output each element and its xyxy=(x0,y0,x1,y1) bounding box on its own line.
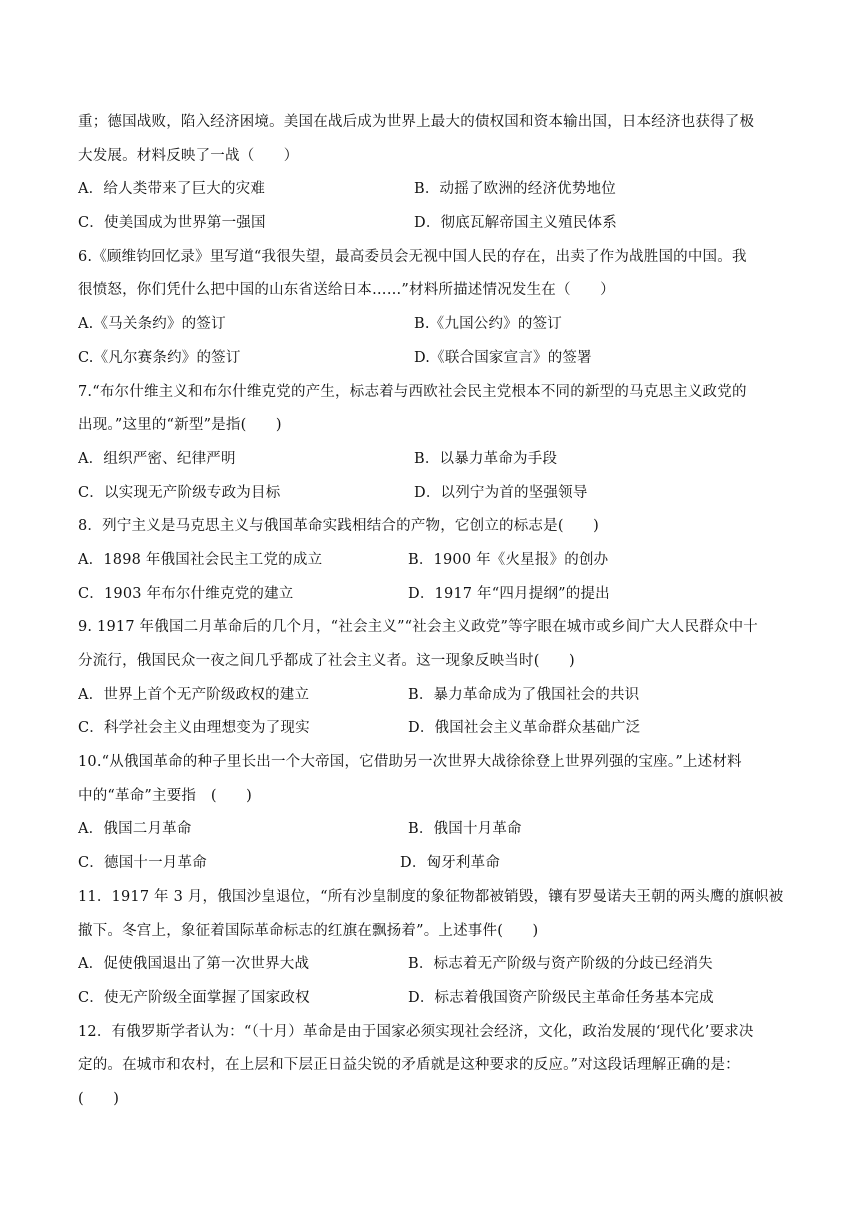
question-12 xyxy=(78,1016,784,1117)
option-row xyxy=(78,342,784,376)
option-d: D．彻底瓦解帝国主义殖民体系 xyxy=(414,215,617,232)
option-row xyxy=(78,982,784,1016)
option-c: C．1903 年布尔什维克党的建立 xyxy=(78,585,294,602)
option-c: C．科学社会主义由理想变为了现实 xyxy=(78,720,310,737)
document-page xyxy=(78,106,784,1117)
option-a: A．给人类带来了巨大的灾难 xyxy=(78,181,266,198)
option-row xyxy=(78,443,784,477)
question-10 xyxy=(78,746,784,881)
question-stem: 分流行，俄国民众一夜之间几乎都成了社会主义者。这一现象反映当时( ) xyxy=(78,653,575,669)
option-a: A．组织严密、纪律严明 xyxy=(78,450,236,467)
option-row xyxy=(78,847,784,881)
question-stem: 中的“革命”主要指 ( ) xyxy=(78,787,252,804)
option-row xyxy=(78,477,784,511)
option-d: D．俄国社会主义革命群众基础广泛 xyxy=(408,720,641,737)
question-stem: 撤下。冬宫上，象征着国际革命标志的红旗在飘扬着”。上述事件( ) xyxy=(78,922,539,939)
option-row xyxy=(78,308,784,342)
option-a: A．俄国二月革命 xyxy=(78,821,192,838)
question-stem: 很愤怒，你们凭什么把中国的山东省送给日本……”材料所描述情况发生在（ ） xyxy=(78,282,615,299)
option-b: B．以暴力革命为手段 xyxy=(414,450,558,467)
question-stem: 10.“从俄国革命的种子里长出一个大帝国，它借助另一次世界大战徐徐登上世界列强的宝座。”上述材料 xyxy=(78,754,742,771)
option-c: C．使美国成为世界第一强国 xyxy=(78,215,266,232)
question-stem: 7.“布尔什维主义和布尔什维克党的产生，标志着与西欧社会民主党根本不同的新型的马克思主义政党的 xyxy=(78,383,747,400)
option-row xyxy=(78,712,784,746)
question-stem: 8．列宁主义是马克思主义与俄国革命实践相结合的产物，它创立的标志是( ) xyxy=(78,518,599,535)
question-stem: 定的。在城市和农村，在上层和下层正日益尖锐的矛盾就是这种要求的反应。”对这段话理解正确的是： xyxy=(78,1057,740,1074)
option-a: A．促使俄国退出了第一次世界大战 xyxy=(78,956,310,973)
option-a: A．1898 年俄国社会民主工党的成立 xyxy=(78,551,323,568)
question-6 xyxy=(78,241,784,376)
question-11 xyxy=(78,881,784,1016)
option-a: A.《马关条约》的签订 xyxy=(78,316,226,333)
question-stem: 重；德国战败，陷入经济困境。美国在战后成为世界上最大的债权国和资本输出国，日本经济也获得了极 xyxy=(78,114,755,130)
question-stem: 12．有俄罗斯学者认为：“（十月）革命是由于国家必须实现社会经济，文化，政治发展的‘现代化’要求决 xyxy=(78,1023,754,1040)
question-stem: 9. 1917 年俄国二月革命后的几个月，“社会主义”“社会主义政党”等字眼在城市或乡间广大人民群众中十 xyxy=(78,619,759,636)
question-stem: 出现。”这里的“新型”是指( ) xyxy=(78,417,282,434)
question-stem: 11．1917 年 3 月，俄国沙皇退位，“所有沙皇制度的象征物都被销毁，镶有罗曼诺夫王朝的两头鹰的旗帜被 xyxy=(78,888,784,905)
option-row xyxy=(78,948,784,982)
option-b: B．俄国十月革命 xyxy=(408,821,522,838)
option-row xyxy=(78,578,784,612)
option-a: A．世界上首个无产阶级政权的建立 xyxy=(78,686,310,703)
option-row xyxy=(78,173,784,207)
option-b: B.《九国公约》的签订 xyxy=(414,316,562,333)
question-stem: 大发展。材料反映了一战（ ） xyxy=(78,147,299,164)
option-d: D．以列宁为首的坚强领导 xyxy=(414,484,588,501)
option-b: B．动摇了欧洲的经济优势地位 xyxy=(414,181,616,198)
option-row xyxy=(78,207,784,241)
question-7 xyxy=(78,376,784,511)
option-d: D．标志着俄国资产阶级民主革命任务基本完成 xyxy=(408,989,714,1006)
question-5-continued xyxy=(78,106,784,241)
option-row xyxy=(78,679,784,713)
question-stem: 6.《顾维钧回忆录》里写道“我很失望，最高委员会无视中国人民的存在，出卖了作为战胜国的中国。我 xyxy=(78,248,747,265)
question-9 xyxy=(78,611,784,746)
option-row xyxy=(78,813,784,847)
option-b: B．1900 年《火星报》的创办 xyxy=(408,551,609,568)
option-row xyxy=(78,544,784,578)
option-c: C．以实现无产阶级专政为目标 xyxy=(78,484,281,501)
option-d: D．匈牙利革命 xyxy=(400,855,501,872)
option-c: C．德国十一月革命 xyxy=(78,855,207,872)
option-b: B．标志着无产阶级与资产阶级的分歧已经消失 xyxy=(408,956,713,973)
option-d: D.《联合国家宣言》的签署 xyxy=(414,349,592,366)
option-d: D．1917 年“四月提纲”的提出 xyxy=(408,585,610,602)
option-b: B．暴力革命成为了俄国社会的共识 xyxy=(408,686,640,703)
option-c: C．使无产阶级全面掌握了国家政权 xyxy=(78,989,310,1006)
option-c: C.《凡尔赛条约》的签订 xyxy=(78,349,241,366)
question-8 xyxy=(78,510,784,611)
answer-blank: ( ) xyxy=(78,1090,120,1107)
